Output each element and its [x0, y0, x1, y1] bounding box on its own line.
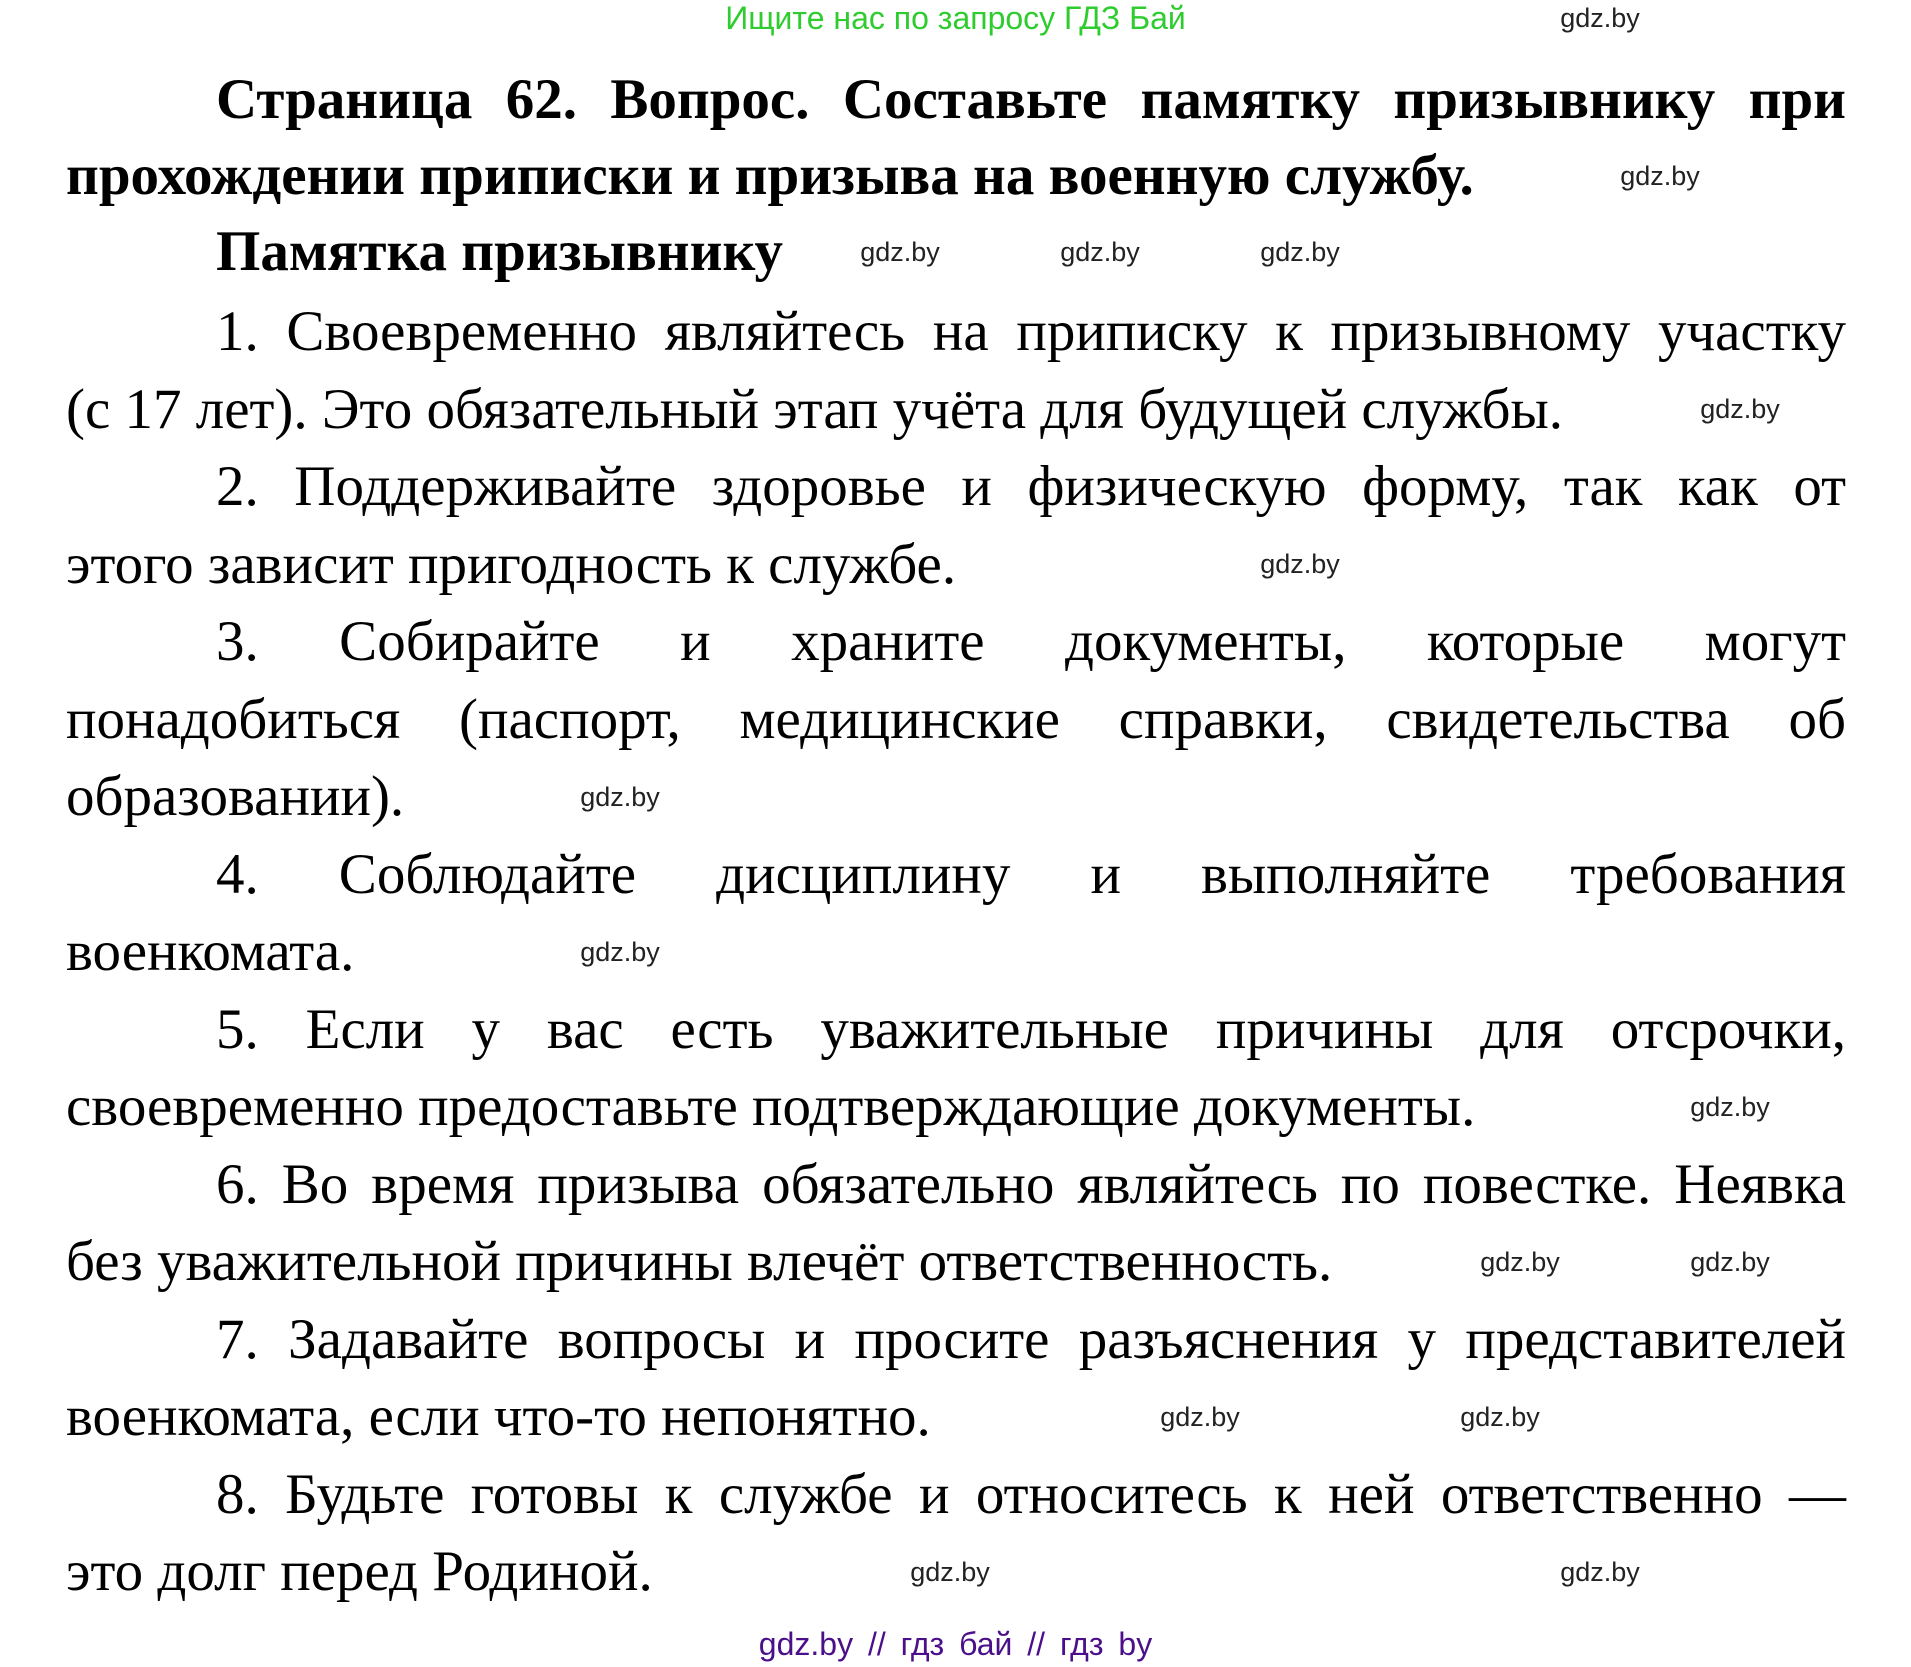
memo-text-line: военкомата.	[66, 920, 355, 983]
memo-text-line: военкомата, если что-то непонятно.	[66, 1385, 931, 1448]
memo-text-line: 1. Своевременно являйтесь на приписку к призывному участку	[216, 300, 1846, 363]
memo-text-line: 7. Задавайте вопросы и просите разъяснения у представителей	[216, 1307, 1846, 1371]
memo-text-line: без уважительной причины влечёт ответственность.	[66, 1230, 1333, 1293]
watermark-text: gdz.by	[1690, 1092, 1770, 1122]
watermark-text: gdz.by	[1060, 237, 1140, 267]
watermark-text: gdz.by	[580, 782, 660, 812]
memo-text-line: 2. Поддерживайте здоровье и физическую форму, так как от	[216, 455, 1846, 518]
memo-text-line: 5. Если у вас есть уважительные причины для отсрочки,	[216, 997, 1846, 1061]
memo-text-line: этого зависит пригодность к службе.	[66, 532, 957, 596]
question-title-line: прохождении приписки и призыва на военную службу.	[66, 144, 1474, 207]
watermark-text: gdz.by	[1260, 237, 1340, 267]
memo-text-line: образовании).	[66, 765, 405, 828]
watermark-text: gdz.by	[1700, 394, 1780, 424]
watermark-text: gdz.by	[1620, 161, 1700, 191]
watermark-text: gdz.by	[910, 1557, 990, 1587]
memo-text-line: понадобиться (паспорт, медицинские справки, свидетельства об	[66, 687, 1846, 751]
memo-text-line: 6. Во время призыва обязательно являйтесь по повестке. Неявка	[216, 1152, 1846, 1216]
memo-text-line: 3. Собирайте и храните документы, которые могут	[216, 610, 1846, 673]
memo-text-line: своевременно предоставьте подтверждающие документы.	[66, 1075, 1476, 1138]
memo-heading: Памятка призывнику	[216, 220, 784, 283]
memo-text-line: (с 17 лет). Это обязательный этап учёта для будущей службы.	[66, 377, 1564, 441]
footer-links[interactable]: gdz.by // гдз бай // гдз by	[758, 1626, 1153, 1662]
memo-text-line: это долг перед Родиной.	[66, 1540, 653, 1603]
watermark-text: gdz.by	[1690, 1247, 1770, 1277]
watermark-text: gdz.by	[1560, 1557, 1640, 1587]
watermark-text: gdz.by	[1460, 1402, 1540, 1432]
memo-text-line: 4. Соблюдайте дисциплину и выполняйте требования	[216, 842, 1846, 906]
watermark-text: gdz.by	[1260, 549, 1340, 579]
watermark-text: gdz.by	[1560, 3, 1640, 33]
search-hint-banner: Ищите нас по запросу ГДЗ Бай	[725, 0, 1186, 36]
watermark-text: gdz.by	[580, 937, 660, 967]
watermark-text: gdz.by	[860, 237, 940, 267]
watermark-text: gdz.by	[1480, 1247, 1560, 1277]
question-title-line: Страница 62. Вопрос. Составьте памятку призывнику при	[216, 68, 1846, 131]
watermark-text: gdz.by	[1160, 1402, 1240, 1432]
memo-text-line: 8. Будьте готовы к службе и относитесь к ней ответственно —	[216, 1462, 1846, 1526]
